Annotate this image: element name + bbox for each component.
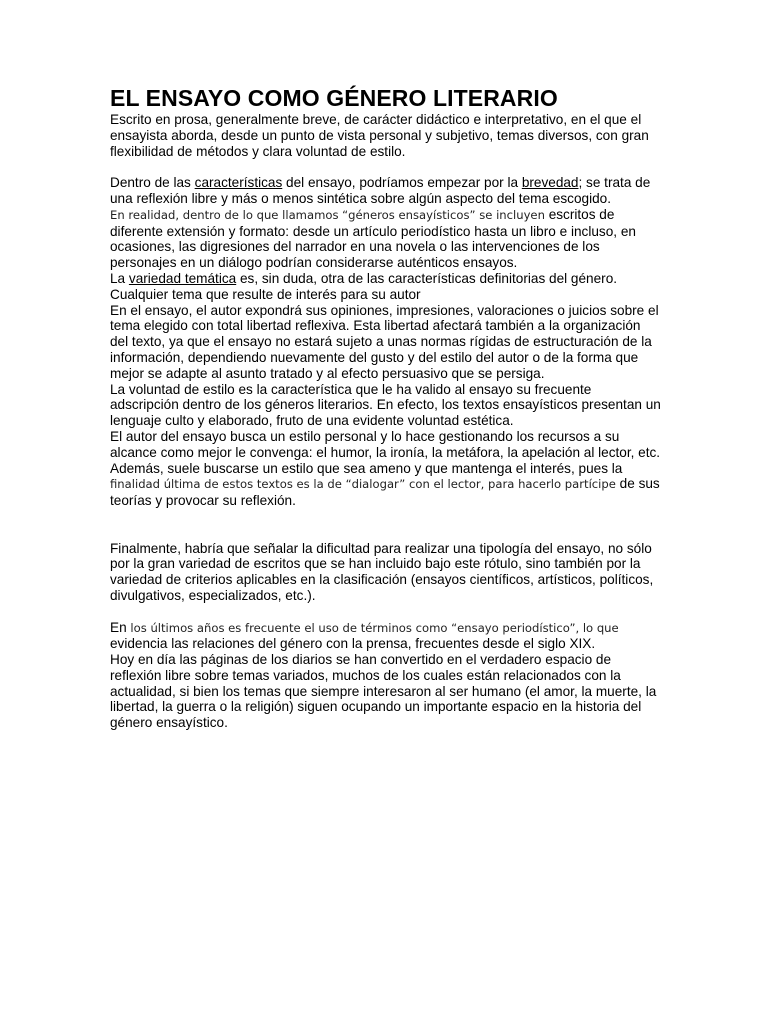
intro-paragraph: Escrito en prosa, generalmente breve, de carácter didáctico e interpretativo, en el que el ensayista aborda, desde un punto de vista personal y subjetivo, temas diversos, con gran flexibilidad de métodos y clara voluntad de estilo.: [110, 112, 649, 159]
author-opinion-paragraph: En el ensayo, el autor expondrá sus opiniones, impresiones, valoraciones o juicios sobre el tema elegido con total libertad reflexiva. Esta libertad afectará también a la organización del texto, ya que el ensayo no estará sujeto a unas normas rígidas de estructuración de la información, dependiendo nuevamente del gusto y del estilo del autor o de la forma que mejor se adapte al asunto tratado y al efecto persuasivo que se persiga.: [110, 302, 659, 381]
text-run: Además, suele buscarse un estilo que sea ameno y que mantenga el interés, pues la: [110, 460, 623, 476]
text-run: evidencia las relaciones del género con la prensa, frecuentes desde el siglo XIX.: [110, 636, 596, 652]
text-run: de sus teorías y provocar su reflexión.: [110, 476, 660, 509]
text-run: En: [110, 619, 131, 635]
text-run-alt-font: En realidad, dentro de lo que llamamos “géneros ensayísticos” se incluyen: [110, 207, 545, 222]
ameno-paragraph: [110, 461, 662, 509]
paragraph-gap: [110, 159, 662, 175]
document-title: EL ENSAYO COMO GÉNERO LITERARIO: [110, 85, 558, 111]
any-topic-paragraph: Cualquier tema que resulte de interés para su autor: [110, 286, 421, 302]
variety-paragraph: [110, 271, 662, 287]
paragraph-gap: [110, 604, 662, 620]
text-run: ; se trata de una reflexión libre y más o menos sintética sobre algún aspecto del tema escogido.: [110, 175, 651, 206]
style-paragraph: La voluntad de estilo es la característica que le ha valido al ensayo su frecuente adscripción dentro de los géneros literarios. En efecto, los textos ensayísticos presentan un lenguaje culto y elaborado, fruto de una evidente voluntad estética.: [110, 381, 661, 429]
text-run-alt-font: los últimos años es frecuente el uso de términos como “ensayo periodístico”, lo que: [130, 620, 619, 635]
paragraph-gap: [110, 509, 662, 541]
characteristics-paragraph: [110, 175, 662, 271]
characteristics-link[interactable]: características: [194, 175, 283, 191]
text-run: La: [110, 270, 129, 286]
text-run: es, sin duda, otra de las características definitorias del género.: [236, 270, 618, 286]
document-page: [110, 84, 662, 731]
text-run: Dentro de las: [110, 175, 195, 191]
press-paragraph: [110, 620, 662, 653]
newspapers-paragraph: Hoy en día las páginas de los diarios se han convertido en el verdadero espacio de reflexión libre sobre temas variados, muchos de los cuales están relacionados con la actualidad, si bien los temas que siempre interesaron al ser humano (el amor, la muerte, la libertad, la guerra o la religión) siguen ocupando un importante espacio en la historia del género ensayístico.: [110, 652, 657, 731]
author-style-paragraph: El autor del ensayo busca un estilo personal y lo hace gestionando los recursos a su alcance como mejor le convenga: el humor, la ironía, la metáfora, la apelación al lector, etc.: [110, 428, 661, 460]
text-run-alt-font: finalidad última de estos textos es la de “dialogar” con el lector, para hacerlo partícipe: [110, 477, 616, 492]
typology-paragraph: Finalmente, habría que señalar la dificultad para realizar una tipología del ensayo, no sólo por la gran variedad de escritos que se han incluido bajo este rótulo, sino también por la variedad de criterios aplicables en la clasificación (ensayos científicos, artísticos, políticos, divulgativos, especializados, etc.).: [110, 540, 654, 603]
brevity-link[interactable]: brevedad: [521, 175, 579, 191]
thematic-variety-link[interactable]: variedad temática: [128, 270, 237, 286]
text-run: escritos de diferente extensión y formato: desde un artículo periodístico hasta un libro e incluso, en ocasiones, las digresiones del narrador en una novela o las intervenciones de los personajes en un diálogo podrían considerarse auténticos ensayos.: [110, 206, 636, 271]
text-run: del ensayo, podríamos empezar por la: [282, 175, 522, 191]
